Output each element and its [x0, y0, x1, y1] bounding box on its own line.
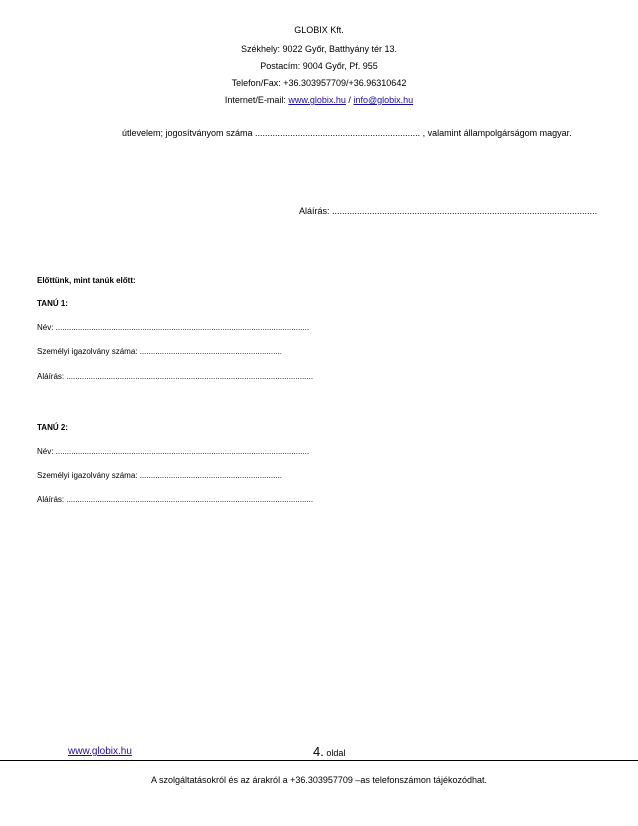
witness2-title: TANÚ 2:: [37, 423, 68, 432]
contact-prefix: Internet/E-mail:: [224, 95, 289, 105]
footer-note: A szolgáltatásokról és az árakról a +36.303957709 –as telefonszámon tájékozódhat.: [151, 775, 487, 785]
witness2-id-line: Személyi igazolvány száma: ................................................................: [37, 471, 282, 480]
company-contact: [0, 95, 638, 105]
witness2-signature-line: Aláírás: ...............................................................................................................: [37, 495, 314, 504]
signature-line: Aláírás: ..........................................................................................................: [299, 206, 598, 216]
witnesses-heading: Előttünk, mint tanúk előtt:: [37, 276, 136, 285]
witness1-signature-line: Aláírás: ...............................................................................................................: [37, 372, 314, 381]
witness1-title: TANÚ 1:: [37, 299, 68, 308]
witness2-name-line: Név: ..................................................................................................................: [37, 447, 310, 456]
company-postal: Postacím: 9004 Győr, Pf. 955: [260, 61, 378, 71]
passport-line: útlevelem; jogosítványom száma .................................................................. , valamint állampolgárságom magyar.: [122, 128, 572, 138]
company-name: GLOBIX Kft.: [294, 25, 344, 35]
page-number-label: oldal: [323, 748, 346, 758]
email-link[interactable]: info@globix.hu: [353, 95, 414, 105]
company-seat: Székhely: 9022 Győr, Batthyány tér 13.: [240, 44, 398, 54]
footer-website: [68, 746, 132, 757]
witness1-name-line: Név: ..................................................................................................................: [37, 323, 310, 332]
witness1-id-line: Személyi igazolvány száma: ................................................................: [37, 347, 282, 356]
company-phone: Telefon/Fax: +36.303957709/+36.96310642: [231, 78, 407, 88]
page-number-value: 4.: [313, 744, 324, 759]
footer-divider: [0, 760, 638, 761]
footer-website-link[interactable]: www.globix.hu: [68, 746, 132, 757]
contact-separator: /: [345, 95, 354, 105]
website-link[interactable]: www.globix.hu: [288, 95, 346, 105]
page-number: [313, 743, 345, 761]
